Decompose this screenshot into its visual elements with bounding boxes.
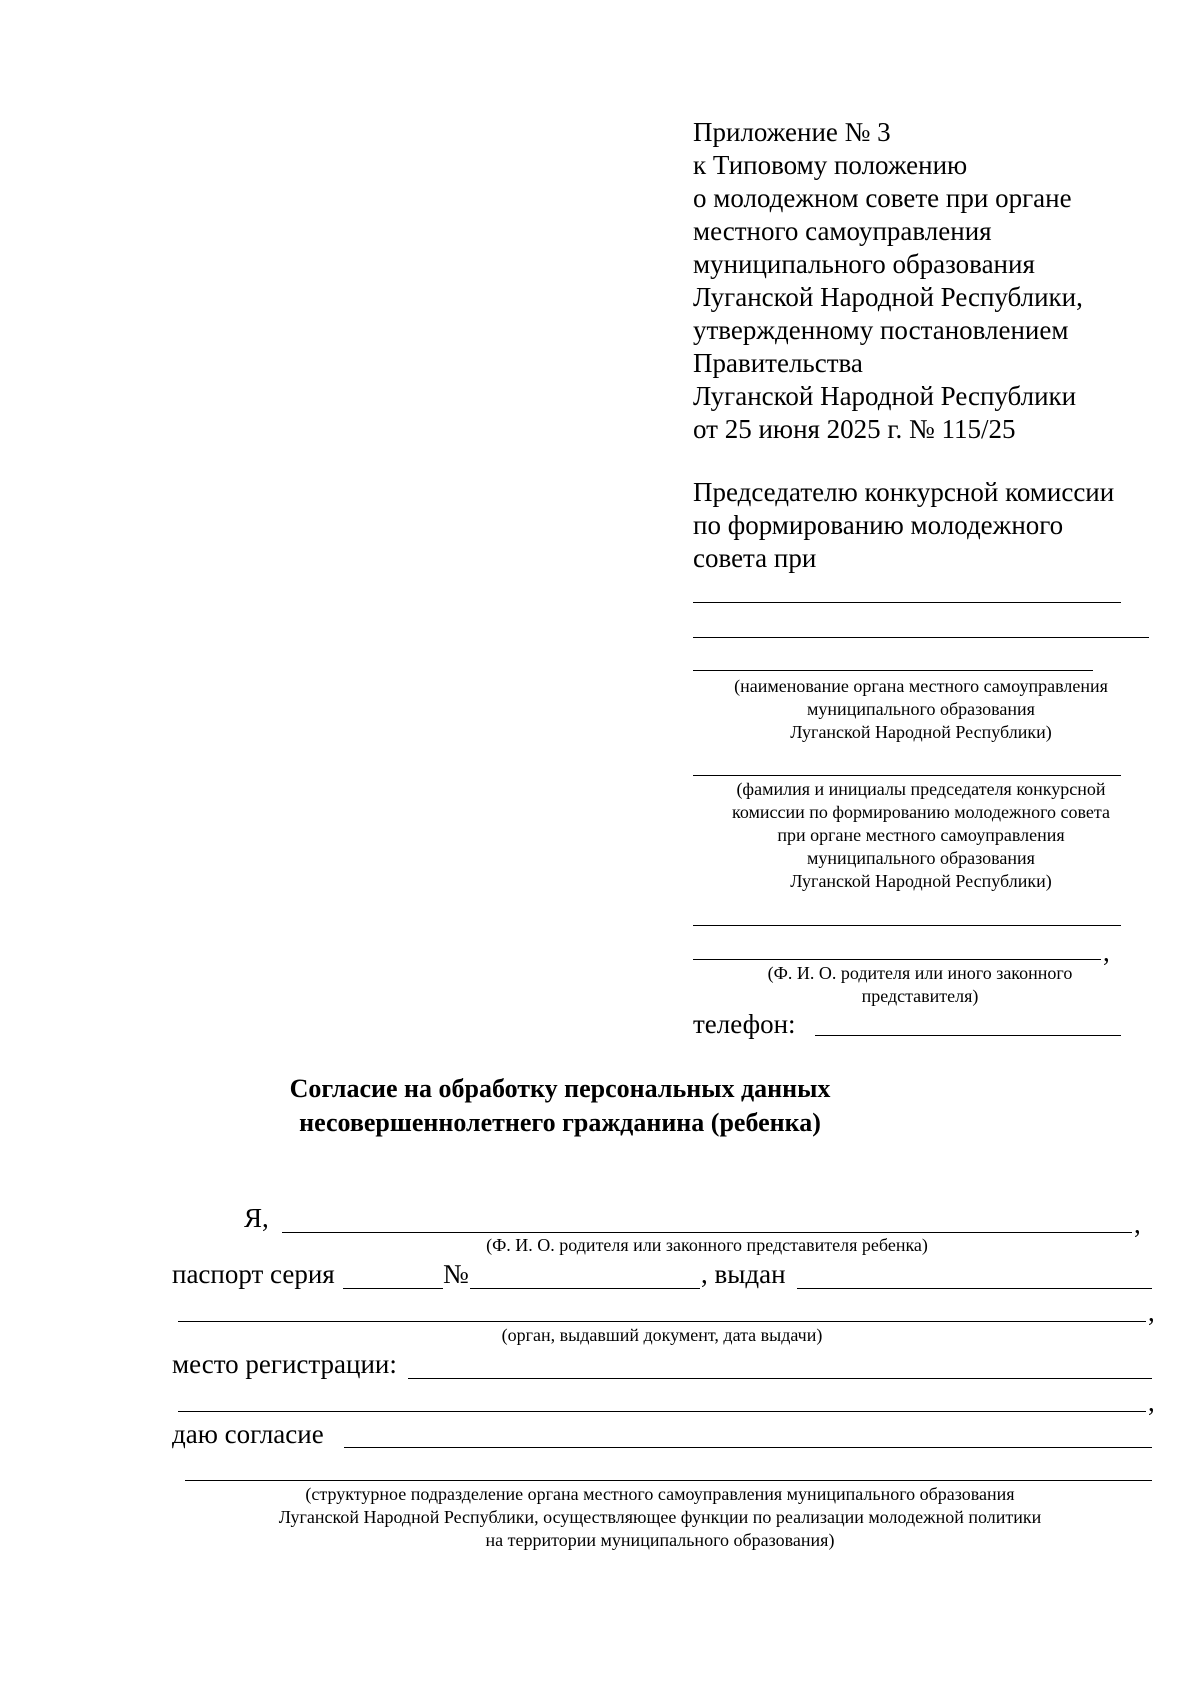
appendix-line: Правительства bbox=[693, 348, 863, 378]
hint-line: при органе местного самоуправления bbox=[777, 825, 1065, 845]
addressee-block bbox=[693, 476, 1173, 575]
hint-line: (структурное подразделение органа местного самоуправления муниципального образования bbox=[305, 1484, 1015, 1504]
appendix-line: от 25 июня 2025 г. № 115/25 bbox=[693, 414, 1016, 444]
passport-series-field[interactable] bbox=[343, 1288, 443, 1289]
title-line: Согласие на обработку персональных данных bbox=[289, 1074, 831, 1103]
parent-name-hint bbox=[700, 962, 1140, 1008]
parent-comma: , bbox=[1103, 937, 1110, 967]
issued-comma: , bbox=[1148, 1297, 1155, 1327]
document-title bbox=[260, 1072, 860, 1140]
i-comma: , bbox=[1134, 1209, 1141, 1239]
i-label: Я, bbox=[244, 1203, 269, 1233]
hint-line: Луганской Народной Республики, осуществляющее функции по реализации молодежной политики bbox=[278, 1507, 1042, 1527]
hint-line: муниципального образования bbox=[807, 699, 1035, 719]
organ-name-hint bbox=[693, 675, 1149, 744]
hint-line: (фамилия и инициалы председателя конкурсной bbox=[736, 779, 1106, 799]
hint-line: муниципального образования bbox=[807, 848, 1035, 868]
issued-by-field-1[interactable] bbox=[797, 1288, 1152, 1289]
appendix-line: утвержденному постановлением bbox=[693, 315, 1069, 345]
hint-line: Луганской Народной Республики) bbox=[790, 722, 1052, 742]
organ-name-field-3[interactable] bbox=[693, 670, 1093, 671]
appendix-line: муниципального образования bbox=[693, 249, 1035, 279]
chairman-name-hint bbox=[693, 778, 1149, 893]
appendix-line: к Типовому положению bbox=[693, 150, 968, 180]
parent-name-field-2[interactable] bbox=[693, 959, 1101, 960]
hint-line: Луганской Народной Республики) bbox=[790, 871, 1052, 891]
title-line: несовершеннолетнего гражданина (ребенка) bbox=[299, 1108, 821, 1137]
passport-number-field[interactable] bbox=[470, 1288, 700, 1289]
hint-line: представителя) bbox=[861, 986, 979, 1006]
hint-line: на территории муниципального образования) bbox=[485, 1530, 835, 1550]
registration-field-1[interactable] bbox=[408, 1378, 1152, 1379]
phone-label: телефон: bbox=[693, 1009, 796, 1039]
addressee-line: Председателю конкурсной комиссии bbox=[693, 477, 1115, 507]
organ-name-field-2[interactable] bbox=[693, 637, 1149, 638]
hint-line: (Ф. И. О. родителя или иного законного bbox=[767, 963, 1073, 983]
passport-number-label: № bbox=[443, 1259, 469, 1289]
appendix-line: Луганской Народной Республики bbox=[693, 381, 1077, 411]
i-name-field[interactable] bbox=[282, 1232, 1132, 1233]
parent-name-field-1[interactable] bbox=[693, 925, 1121, 926]
appendix-line: местного самоуправления bbox=[693, 216, 992, 246]
phone-field[interactable] bbox=[815, 1035, 1121, 1036]
consent-label: даю согласие bbox=[172, 1419, 324, 1449]
chairman-name-field[interactable] bbox=[693, 775, 1121, 776]
passport-series-label: паспорт серия bbox=[172, 1259, 335, 1289]
hint-line: комиссии по формированию молодежного совета bbox=[732, 802, 1110, 822]
i-name-hint: (Ф. И. О. родителя или законного представителя ребенка) bbox=[486, 1235, 928, 1255]
addressee-line: совета при bbox=[693, 543, 817, 573]
department-hint bbox=[160, 1483, 1160, 1552]
registration-label: место регистрации: bbox=[172, 1349, 397, 1379]
issued-label: , выдан bbox=[701, 1259, 786, 1289]
appendix-line: Луганской Народной Республики, bbox=[693, 282, 1083, 312]
consent-field-2[interactable] bbox=[185, 1480, 1152, 1481]
consent-field-1[interactable] bbox=[344, 1447, 1152, 1448]
registration-comma: , bbox=[1148, 1387, 1155, 1417]
registration-field-2[interactable] bbox=[178, 1411, 1146, 1412]
appendix-line: о молодежном совете при органе bbox=[693, 183, 1072, 213]
organ-name-field-1[interactable] bbox=[693, 602, 1121, 603]
hint-line: (наименование органа местного самоуправления bbox=[734, 676, 1108, 696]
issuer-hint: (орган, выдавший документ, дата выдачи) bbox=[501, 1325, 823, 1345]
issued-by-field-2[interactable] bbox=[178, 1321, 1146, 1322]
appendix-header bbox=[693, 116, 1173, 446]
addressee-line: по формированию молодежного bbox=[693, 510, 1064, 540]
appendix-line: Приложение № 3 bbox=[693, 117, 891, 147]
